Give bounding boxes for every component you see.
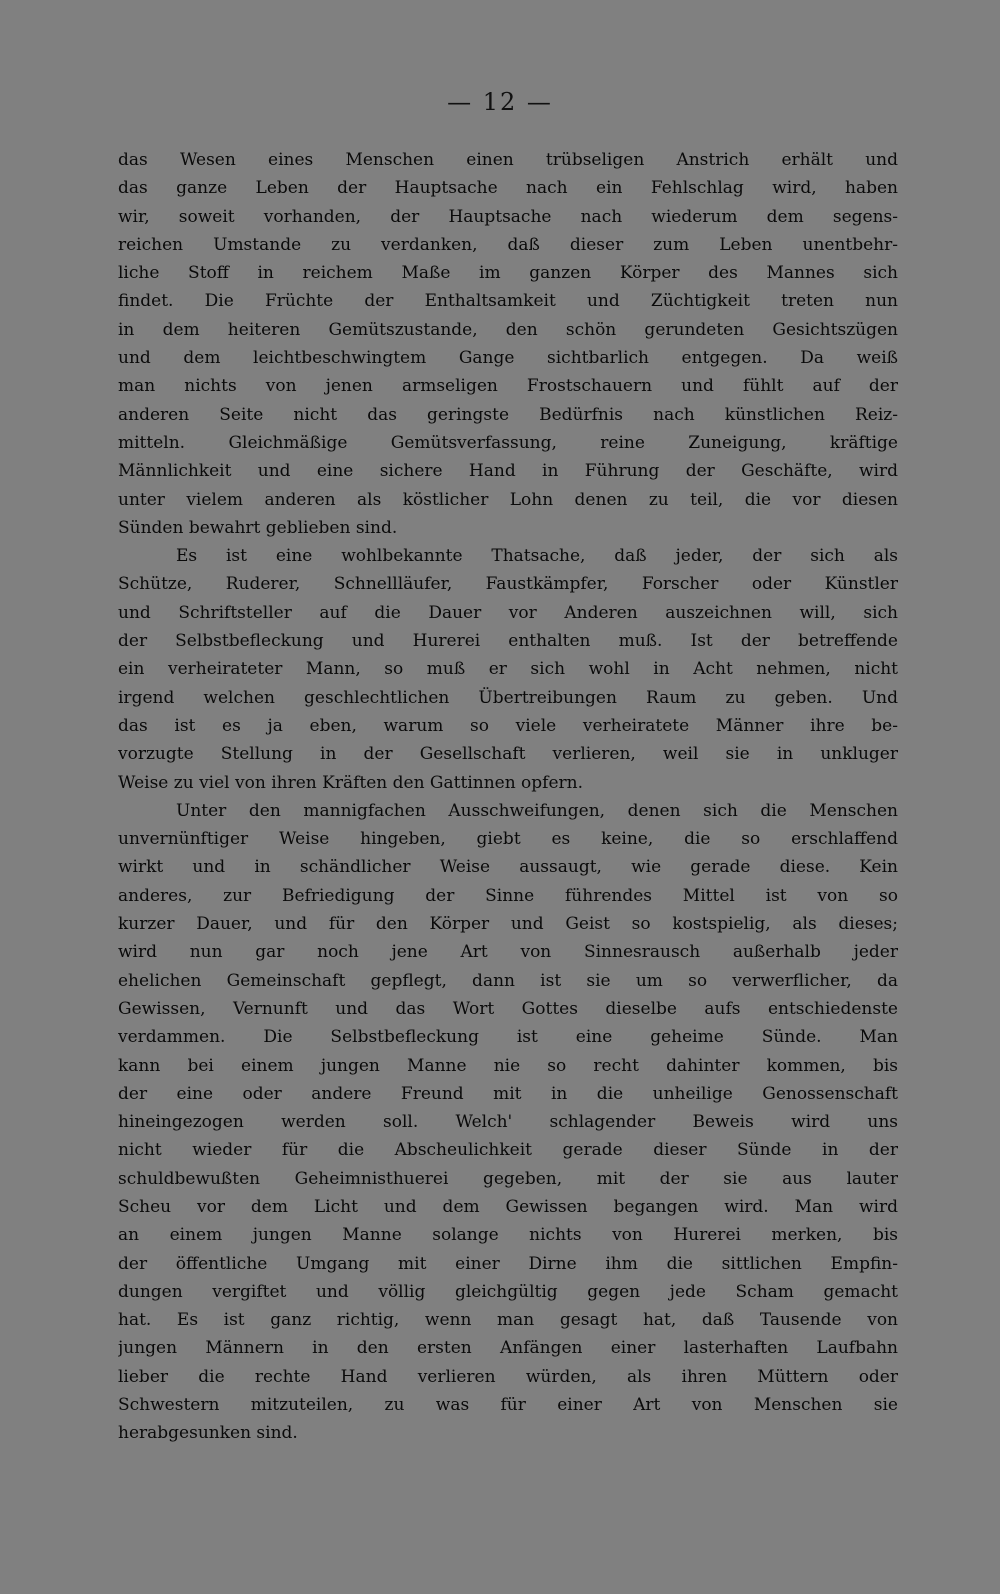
text-line: hat. Es ist ganz richtig, wenn man gesagt hat, daß Tausende von xyxy=(118,1310,898,1331)
text-line: lieber die rechte Hand verlieren würden, als ihren Müttern oder xyxy=(118,1366,898,1387)
text-line: nicht wieder für die Abscheulichkeit gerade dieser Sünde in der xyxy=(118,1140,898,1161)
text-line: und dem leichtbeschwingtem Gange sichtbarlich entgegen. Da weiß xyxy=(118,348,898,369)
body-text xyxy=(118,146,898,1448)
text-line: Unter den mannigfachen Ausschweifungen, denen sich die Menschen xyxy=(176,800,898,821)
text-line: hineingezogen werden soll. Welch' schlagender Beweis wird uns xyxy=(118,1112,898,1133)
text-line: Es ist eine wohlbekannte Thatsache, daß jeder, der sich als xyxy=(176,546,898,567)
page-number: — 12 — xyxy=(447,88,553,116)
text-line: dungen vergiftet und völlig gleichgültig gegen jede Scham gemacht xyxy=(118,1281,898,1302)
text-line: das Wesen eines Menschen einen trübseligen Anstrich erhält und xyxy=(118,150,898,170)
text-line: irgend welchen geschlechtlichen Übertreibungen Raum zu geben. Und xyxy=(118,687,898,708)
text-line: verdammen. Die Selbstbefleckung ist eine geheime Sünde. Man xyxy=(118,1027,898,1048)
text-line: das ist es ja eben, warum so viele verheiratete Männer ihre be- xyxy=(118,715,898,736)
text-line: Sünden bewahrt geblieben sind. xyxy=(118,517,398,538)
text-line: der eine oder andere Freund mit in die unheilige Genossenschaft xyxy=(118,1083,898,1104)
text-line: und Schriftsteller auf die Dauer vor Anderen auszeichnen will, sich xyxy=(118,602,898,623)
text-line: wird nun gar noch jene Art von Sinnesrausch außerhalb jeder xyxy=(118,942,898,963)
text-line: Schütze, Ruderer, Schnellläufer, Faustkämpfer, Forscher oder Künstler xyxy=(118,574,898,595)
text-line: anderes, zur Befriedigung der Sinne führendes Mittel ist von so xyxy=(118,885,898,906)
text-line: in dem heiteren Gemütszustande, den schön gerundeten Gesichtszügen xyxy=(118,319,898,340)
text-line: mitteln. Gleichmäßige Gemütsverfassung, reine Zuneigung, kräftige xyxy=(118,432,898,453)
text-line: man nichts von jenen armseligen Frostschauern und fühlt auf der xyxy=(118,376,898,397)
text-line: der öffentliche Umgang mit einer Dirne ihm die sittlichen Empfin- xyxy=(118,1253,898,1274)
text-line: Schwestern mitzuteilen, zu was für einer Art von Menschen sie xyxy=(118,1395,898,1416)
text-line: unvernünftiger Weise hingeben, giebt es keine, die so erschlaffend xyxy=(118,829,898,850)
text-line: anderen Seite nicht das geringste Bedürfnis nach künstlichen Reiz- xyxy=(118,404,898,425)
text-line: liche Stoff in reichem Maße im ganzen Körper des Mannes sich xyxy=(118,263,898,284)
text-line: das ganze Leben der Hauptsache nach ein Fehlschlag wird, haben xyxy=(118,178,898,199)
text-line: kurzer Dauer, und für den Körper und Geist so kostspielig, als dieses; xyxy=(118,914,898,935)
text-line: Scheu vor dem Licht und dem Gewissen begangen wird. Man wird xyxy=(118,1196,898,1217)
text-line: Gewissen, Vernunft und das Wort Gottes dieselbe aufs entschiedenste xyxy=(118,998,898,1019)
text-line: der Selbstbefleckung und Hurerei enthalten muß. Ist der betreffende xyxy=(118,631,898,652)
text-line: wirkt und in schändlicher Weise aussaugt, wie gerade diese. Kein xyxy=(118,857,898,878)
text-line: findet. Die Früchte der Enthaltsamkeit und Züchtigkeit treten nun xyxy=(118,291,898,312)
text-line: ehelichen Gemeinschaft gepflegt, dann ist sie um so verwerflicher, da xyxy=(118,970,898,991)
text-line: schuldbewußten Geheimnisthuerei gegeben, mit der sie aus lauter xyxy=(118,1168,898,1189)
text-line: vorzugte Stellung in der Gesellschaft verlieren, weil sie in unkluger xyxy=(118,744,898,765)
text-line: wir, soweit vorhanden, der Hauptsache nach wiederum dem segens- xyxy=(118,206,898,227)
text-line: an einem jungen Manne solange nichts von Hurerei merken, bis xyxy=(118,1225,898,1246)
text-line: unter vielem anderen als köstlicher Lohn denen zu teil, die vor diesen xyxy=(118,489,898,510)
text-line: Männlichkeit und eine sichere Hand in Führung der Geschäfte, wird xyxy=(118,461,898,482)
text-line: jungen Männern in den ersten Anfängen einer lasterhaften Laufbahn xyxy=(118,1338,898,1359)
text-line: Weise zu viel von ihren Kräften den Gattinnen opfern. xyxy=(118,772,584,793)
text-line: ein verheirateter Mann, so muß er sich wohl in Acht nehmen, nicht xyxy=(118,659,898,680)
text-line: kann bei einem jungen Manne nie so recht dahinter kommen, bis xyxy=(118,1055,898,1076)
text-line: herabgesunken sind. xyxy=(118,1423,298,1444)
text-line: reichen Umstande zu verdanken, daß dieser zum Leben unentbehr- xyxy=(118,234,898,255)
